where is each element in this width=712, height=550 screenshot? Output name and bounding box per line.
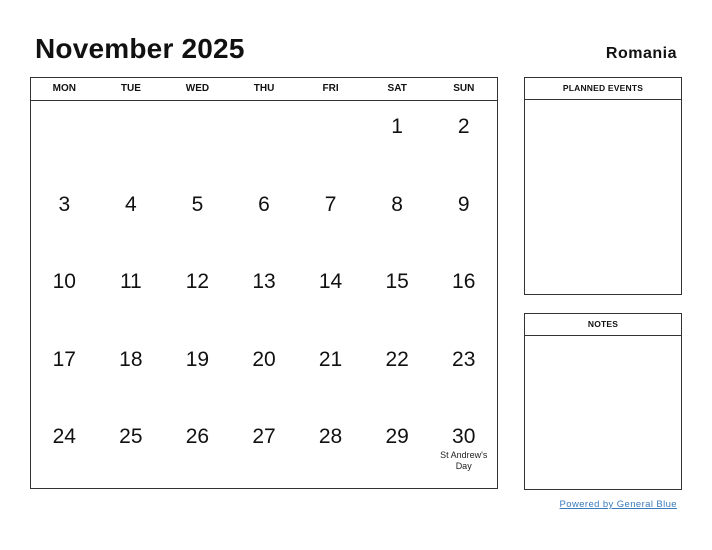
- planned-events-title: PLANNED EVENTS: [525, 78, 681, 100]
- weekday-fri: FRI: [322, 83, 339, 94]
- day-number: 9: [457, 192, 470, 216]
- day-cell: [98, 100, 165, 178]
- weekday-mon: MON: [52, 83, 76, 94]
- day-cell: [297, 333, 364, 411]
- day-cell: [430, 178, 497, 256]
- day-cell: [297, 255, 364, 333]
- day-number: 8: [391, 192, 403, 216]
- day-cell: [297, 100, 364, 178]
- day-number: 30: [452, 425, 476, 449]
- planned-events-panel: [524, 77, 682, 295]
- day-number: 1: [391, 115, 403, 138]
- day-number: 5: [191, 192, 204, 216]
- day-cell: [31, 178, 98, 256]
- day-cell: [98, 255, 165, 333]
- notes-title: NOTES: [525, 314, 681, 336]
- day-cell: [164, 100, 231, 178]
- country-label: Romania: [605, 45, 677, 62]
- day-cell: [364, 255, 431, 333]
- day-cell: [297, 178, 364, 256]
- weekday-sun: SUN: [453, 83, 475, 94]
- day-cell: [430, 410, 497, 488]
- day-number: 28: [318, 425, 343, 449]
- day-cell: [430, 100, 497, 178]
- day-number: 2: [457, 115, 470, 138]
- day-cell: [31, 255, 98, 333]
- day-cell: [231, 410, 298, 488]
- day-cell: [31, 410, 98, 488]
- day-number: 18: [119, 347, 143, 371]
- page-title: November 2025: [35, 33, 245, 64]
- holiday-label: St Andrew's Day: [440, 450, 488, 472]
- weekday-thu: THU: [253, 83, 275, 94]
- day-number: 17: [52, 347, 76, 371]
- day-cell: [297, 410, 364, 488]
- day-cell: [164, 410, 231, 488]
- day-cell: [98, 410, 165, 488]
- day-number: 22: [385, 347, 409, 371]
- day-cell: [364, 333, 431, 411]
- day-number: 29: [385, 425, 409, 449]
- day-number: 7: [324, 192, 337, 216]
- day-cell: [31, 100, 98, 178]
- day-cells: [31, 100, 497, 488]
- day-number: 16: [452, 270, 476, 294]
- day-cell: [98, 333, 165, 411]
- day-number: 6: [258, 192, 270, 216]
- day-cell: [164, 178, 231, 256]
- day-number: 13: [252, 270, 276, 294]
- day-cell: [231, 178, 298, 256]
- day-cell: [31, 333, 98, 411]
- calendar-grid: [30, 77, 498, 489]
- day-cell: [364, 100, 431, 178]
- day-cell: [164, 255, 231, 333]
- day-number: 15: [385, 270, 409, 294]
- day-number: 20: [252, 347, 276, 371]
- weekday-header: [31, 78, 497, 101]
- weekday-sat: SAT: [387, 83, 407, 94]
- day-number: 26: [185, 425, 210, 449]
- day-cell: [364, 178, 431, 256]
- weekday-wed: WED: [185, 83, 210, 94]
- day-number: 25: [119, 425, 143, 449]
- day-cell: [231, 100, 298, 178]
- day-cell: [164, 333, 231, 411]
- day-cell: [231, 255, 298, 333]
- weekday-tue: TUE: [120, 83, 141, 94]
- day-cell: [430, 255, 497, 333]
- day-cell: [364, 410, 431, 488]
- day-cell: [430, 333, 497, 411]
- day-number: 21: [318, 347, 343, 371]
- day-number: 27: [252, 425, 276, 449]
- day-number: 11: [119, 270, 142, 294]
- day-cell: [231, 333, 298, 411]
- day-number: 24: [52, 425, 76, 449]
- day-number: 4: [125, 192, 137, 216]
- day-number: 19: [185, 347, 210, 371]
- notes-panel: [524, 313, 682, 490]
- day-cell: [98, 178, 165, 256]
- day-number: 23: [452, 347, 476, 371]
- powered-by-link[interactable]: Powered by General Blue: [559, 499, 677, 510]
- day-number: 14: [318, 270, 343, 294]
- day-number: 12: [185, 270, 210, 294]
- day-number: 10: [52, 270, 76, 294]
- day-number: 3: [58, 192, 71, 216]
